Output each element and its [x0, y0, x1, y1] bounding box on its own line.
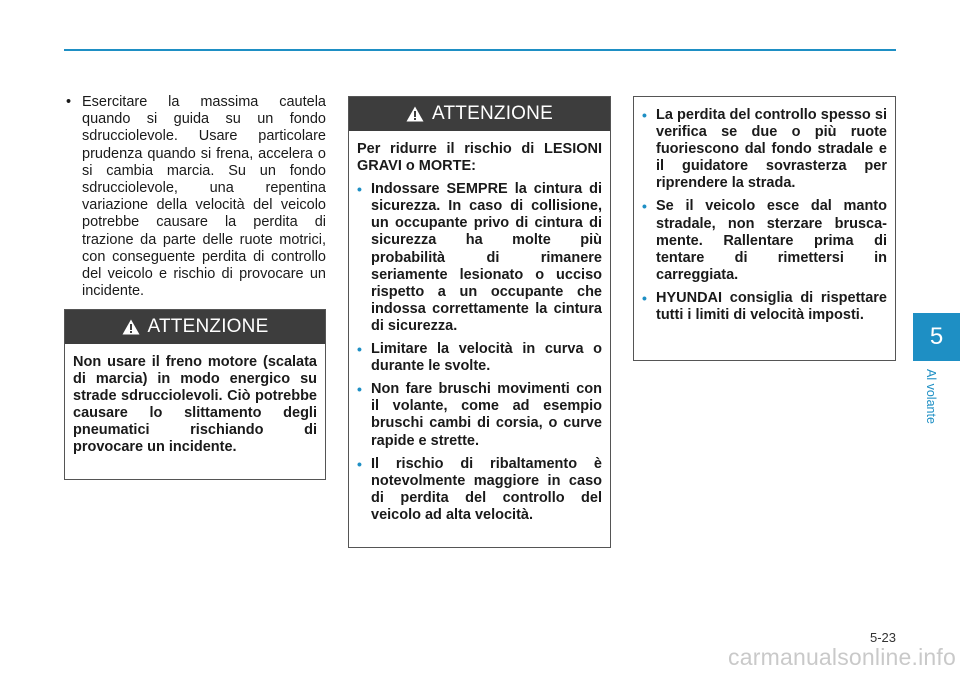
bullet-text: HYUNDAI consiglia di rispettare tutti i limiti di velocità imposti.	[656, 289, 887, 324]
bullet-symbol: •	[357, 381, 362, 398]
bullet-text: La perdita del controllo spesso si verifica se due o più ruote fuoriescono dal fondo stradale e il guidatore sovrasterza per riprendere la strada.	[656, 107, 887, 192]
warning-title: ATTENZIONE	[432, 103, 553, 124]
bullet-text: Esercitare la massima cautela quando si guida su un fondo sdrucciolevole. Usare particolare prudenza quando si frena, accelera o si cambia marcia. Su un fondo sdrucciolevole, una repentina variazione della velocità del veicolo potrebbe causare la perdita di trazione da parte delle ruote motrici, con conseguente perdita di controllo del veicolo e rischio di provocare un incidente.	[82, 94, 326, 300]
list-item	[357, 341, 602, 375]
top-rule	[64, 49, 896, 51]
warning-box-continued	[633, 96, 896, 361]
warning-header	[65, 310, 325, 344]
warning-body	[349, 131, 610, 534]
warning-box-serious-injury	[348, 96, 611, 548]
warning-body	[65, 344, 325, 467]
warning-triangle-icon	[406, 106, 424, 122]
bullet-symbol: •	[642, 198, 647, 215]
bullet-symbol: •	[357, 341, 362, 358]
bullet-symbol: •	[357, 181, 362, 198]
list-item	[642, 290, 887, 324]
warning-box-engine-brake	[64, 309, 326, 480]
bullet-text: Limitare la velocità in curva o durante le svolte.	[371, 341, 602, 375]
left-column-text	[64, 94, 326, 300]
list-item	[642, 198, 887, 283]
list-item	[357, 381, 602, 449]
bullet-text: Il rischio di ribaltamento è notevolmente maggiore in caso di perdita del controllo del veicolo ad alta velocità.	[371, 455, 602, 523]
warning-intro: Per ridurre il rischio di LESIONI GRAVI o MORTE:	[357, 141, 602, 175]
watermark: carmanualsonline.info	[728, 644, 956, 670]
bullet-symbol: •	[642, 289, 647, 306]
list-item	[642, 107, 887, 192]
bullet-symbol: •	[66, 94, 72, 110]
warning-triangle-icon	[122, 319, 140, 335]
list-item	[357, 456, 602, 524]
warning-title: ATTENZIONE	[147, 316, 269, 337]
bullet-text: Indossare SEMPRE la cintura di sicurezza. In caso di collisione, un occupante privo di cintura di sicurezza ha molte più probabilità di rimanere seriamente lesionato o ucciso rispetto a un occupante che indossa correttamente la cintura di sicurezza.	[371, 181, 602, 334]
warning-header	[349, 97, 610, 131]
list-item	[64, 94, 326, 300]
warning-text: Non usare il freno motore (scalata di marcia) in modo energico su strade sdrucciolevoli. Ciò potrebbe causare lo slittamento degli pneumatici rischiando di provocare un incidente.	[73, 354, 317, 456]
chapter-label: Al volante	[924, 369, 938, 424]
bullet-symbol: •	[642, 107, 647, 123]
warning-body	[634, 97, 895, 334]
chapter-number-tab: 5	[913, 313, 960, 361]
bullet-symbol: •	[357, 455, 362, 472]
list-item	[357, 181, 602, 335]
bullet-text: Se il veicolo esce dal manto stradale, non sterzare brusca-mente. Rallentare prima di tentare di rimettersi in carreggiata.	[656, 198, 887, 283]
bullet-text: Non fare bruschi movimenti con il volante, come ad esempio bruschi cambi di corsia, o curve rapide e strette.	[371, 381, 602, 449]
page-number: 5-23	[869, 630, 896, 645]
